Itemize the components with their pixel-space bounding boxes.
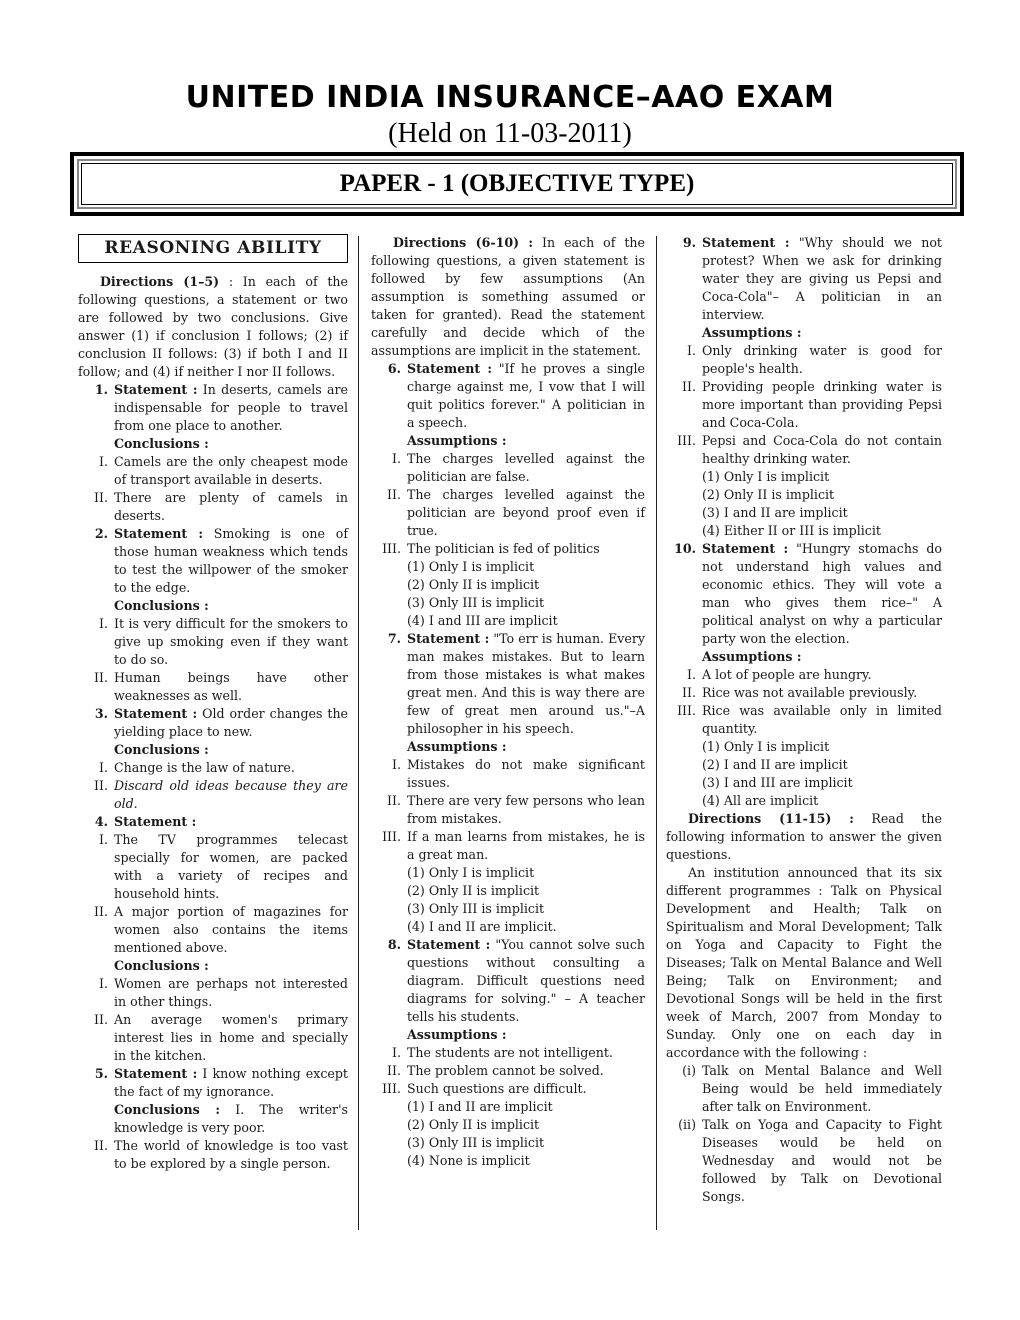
conclusion-item: [78, 489, 348, 525]
roman-numeral: I.: [687, 667, 696, 682]
directions-label: Directions (1–5): [100, 274, 220, 289]
conclusion-item: [78, 453, 348, 489]
statement-text: Smoking is one of those human weakness which tends to test the willpower of the smoker to the edge.: [114, 526, 348, 595]
assumption-item: [371, 1080, 645, 1098]
answer-option: (3) I and II are implicit: [702, 505, 848, 520]
assumption-item: [371, 1062, 645, 1080]
statement-text: "If he proves a single charge against me, I vow that I will quit politics forever." A politician in a speech.: [407, 361, 645, 430]
assumption-item: [371, 450, 645, 486]
question-number: 8.: [387, 937, 401, 952]
assumptions-label: Assumptions :: [407, 433, 507, 448]
assumption-text: The charges levelled against the politician are false.: [407, 451, 645, 484]
statement-item: [78, 831, 348, 903]
conclusions-label: Conclusions :: [114, 1102, 220, 1117]
roman-numeral: III.: [677, 703, 696, 718]
roman-numeral: III.: [382, 541, 401, 556]
assumption-text: Providing people drinking water is more important than providing Pepsi and Coca-Cola.: [702, 379, 942, 430]
assumption-text: Pepsi and Coca-Cola do not contain healthy drinking water.: [702, 433, 942, 466]
question-number: 5.: [94, 1066, 108, 1081]
answer-option: (3) Only III is implicit: [407, 901, 545, 916]
conclusion-text: Discard old ideas because they are old.: [114, 778, 348, 811]
statement-label: Statement :: [702, 541, 789, 556]
statement-label: Statement :: [114, 526, 204, 541]
roman-numeral: I.: [392, 451, 401, 466]
answer-option: (1) Only I is implicit: [702, 739, 830, 754]
statement-item: [78, 903, 348, 957]
condition-item: [666, 1116, 942, 1206]
answer-option: (2) I and II are implicit: [702, 757, 848, 772]
directions-6-10: [371, 234, 645, 360]
assumption-text: If a man learns from mistakes, he is a great man.: [407, 829, 645, 862]
question-9: [666, 234, 942, 324]
question-3: [78, 705, 348, 741]
conclusion-item: [78, 1011, 348, 1065]
roman-numeral: II.: [387, 487, 401, 502]
question-10: [666, 540, 942, 648]
statement-text: The TV programmes telecast specially for women, are packed with a variety of recipes and household hints.: [114, 832, 348, 901]
paper-title-box-inner: [77, 159, 957, 209]
conclusions-label: Conclusions :: [114, 436, 209, 451]
directions-text: In each of the following questions, a given statement is followed by few assumptions (An assumption is something assumed or taken for granted). Read the statement carefully and decide which of the assumptions are implicit in the statement.: [371, 235, 645, 358]
statement-label: Statement :: [407, 631, 490, 646]
assumption-item: [666, 378, 942, 432]
question-5: [78, 1065, 348, 1137]
assumption-text: The problem cannot be solved.: [407, 1063, 604, 1078]
column-divider-1: [358, 236, 359, 1230]
question-6: [371, 360, 645, 432]
statement-text: I know nothing except the fact of my ignorance.: [114, 1066, 348, 1099]
assumption-item: [666, 666, 942, 684]
roman-numeral: I.: [392, 757, 401, 772]
assumption-item: [371, 756, 645, 792]
paper-title-box: [70, 152, 964, 216]
directions-11-15: [666, 810, 942, 864]
exam-date: (Held on 11-03-2011): [388, 118, 632, 149]
assumption-item: [666, 432, 942, 468]
conclusion-text: Women are perhaps not interested in other things.: [114, 976, 348, 1009]
answer-option: (4) I and III are implicit: [407, 613, 558, 628]
question-7: [371, 630, 645, 738]
conclusion-text: Human beings have other weaknesses as well.: [114, 670, 348, 703]
conclusion-item: [78, 669, 348, 705]
question-number: 4.: [94, 814, 108, 829]
roman-numeral: I.: [99, 976, 108, 991]
assumption-text: A lot of people are hungry.: [702, 667, 872, 682]
assumption-item: [666, 684, 942, 702]
exam-title: UNITED INDIA INSURANCE–AAO EXAM: [185, 80, 835, 115]
roman-numeral: I.: [392, 1045, 401, 1060]
conclusions-label: Conclusions :: [114, 742, 209, 757]
question-8: [371, 936, 645, 1026]
roman-numeral: II.: [94, 904, 108, 919]
roman-numeral: II.: [682, 379, 696, 394]
question-number: 6.: [387, 361, 401, 376]
statement-text: "To err is human. Every man makes mistakes. But to learn from those mistakes is what makes great men. And this is way there are few of great men around us."–A philosopher in his speech.: [407, 631, 645, 736]
answer-option: (2) Only II is implicit: [407, 1117, 540, 1132]
roman-numeral: I.: [99, 454, 108, 469]
roman-numeral: II.: [94, 670, 108, 685]
assumption-item: [371, 486, 645, 540]
condition-number: (i): [682, 1063, 696, 1078]
statement-text: "Why should we not protest? When we ask for drinking water they are giving us Pepsi and Coca-Cola"– A politician in an interview.: [702, 235, 942, 322]
assumption-text: Mistakes do not make significant issues.: [407, 757, 645, 790]
assumption-item: [666, 702, 942, 738]
answer-option: (3) Only III is implicit: [407, 595, 545, 610]
answer-option: (1) I and II are implicit: [407, 1099, 553, 1114]
statement-label: Statement :: [702, 235, 790, 250]
conclusion-item: [78, 1137, 348, 1173]
conclusions-label: Conclusions :: [114, 598, 209, 613]
roman-numeral: II.: [94, 1012, 108, 1027]
answer-option: (2) Only II is implicit: [407, 883, 540, 898]
question-2: [78, 525, 348, 597]
statement-label: Statement :: [114, 382, 198, 397]
assumption-item: [371, 828, 645, 864]
roman-numeral: I.: [687, 343, 696, 358]
answer-option: (2) Only II is implicit: [702, 487, 835, 502]
statement-text: In deserts, camels are indispensable for people to travel from one place to another.: [114, 382, 348, 433]
paper-title-box-frame: [81, 163, 953, 205]
answer-option: (1) Only I is implicit: [407, 559, 535, 574]
assumption-item: [371, 792, 645, 828]
column-3: [666, 234, 942, 1206]
roman-numeral: I.: [99, 616, 108, 631]
question-number: 1.: [94, 382, 108, 397]
statement-label: Statement :: [114, 1066, 198, 1081]
assumptions-label: Assumptions :: [407, 1027, 507, 1042]
question-number: 9.: [682, 235, 696, 250]
condition-text: Talk on Yoga and Capacity to Fight Diseases would be held on Wednesday and would not be followed by Talk on Devotional Songs.: [702, 1117, 942, 1204]
assumptions-label: Assumptions :: [407, 739, 507, 754]
answer-option: (4) None is implicit: [407, 1153, 530, 1168]
assumption-item: [666, 342, 942, 378]
question-number: 2.: [94, 526, 108, 541]
assumptions-label: Assumptions :: [702, 649, 802, 664]
statement-label: Statement :: [114, 814, 197, 829]
conclusion-item: [78, 615, 348, 669]
roman-numeral: I.: [99, 832, 108, 847]
question-number: 10.: [674, 541, 696, 556]
conclusion-text: Change is the law of nature.: [114, 760, 295, 775]
answer-option: (3) I and III are implicit: [702, 775, 853, 790]
statement-label: Statement :: [407, 361, 492, 376]
answer-option: (4) Either II or III is implicit: [702, 523, 881, 538]
assumption-text: Such questions are difficult.: [407, 1081, 587, 1096]
answer-option: (1) Only I is implicit: [407, 865, 535, 880]
conclusion-text: I. The writer's knowledge is very poor.: [114, 1102, 348, 1135]
assumptions-label: Assumptions :: [702, 325, 802, 340]
roman-numeral: II.: [94, 1138, 108, 1153]
conclusion-text: It is very difficult for the smokers to give up smoking even if they want to do so.: [114, 616, 348, 667]
roman-numeral: II.: [387, 793, 401, 808]
directions-label: Directions (11-15) :: [688, 811, 854, 826]
statement-label: Statement :: [114, 706, 198, 721]
conclusion-item: [78, 777, 348, 813]
answer-option: (3) Only III is implicit: [407, 1135, 545, 1150]
statement-text: "You cannot solve such questions without consulting a diagram. Difficult questions need diagrams for solving." – A teacher tells his students.: [407, 937, 645, 1024]
question-1: [78, 381, 348, 435]
conclusions-label: Conclusions :: [114, 958, 209, 973]
conclusion-text: The world of knowledge is too vast to be explored by a single person.: [114, 1138, 348, 1171]
roman-numeral: II.: [94, 778, 108, 793]
conclusion-text: There are plenty of camels in deserts.: [114, 490, 348, 523]
answer-option: (4) I and II are implicit.: [407, 919, 557, 934]
conclusion-item: [78, 975, 348, 1011]
assumption-item: [371, 540, 645, 558]
conclusion-text: Camels are the only cheapest mode of transport available in deserts.: [114, 454, 348, 487]
assumption-text: Rice was available only in limited quantity.: [702, 703, 942, 736]
roman-numeral: III.: [382, 829, 401, 844]
roman-numeral: II.: [387, 1063, 401, 1078]
statement-text: A major portion of magazines for women also contains the items mentioned above.: [114, 904, 348, 955]
roman-numeral: III.: [382, 1081, 401, 1096]
statement-label: Statement :: [407, 937, 491, 952]
assumption-text: The students are not intelligent.: [407, 1045, 613, 1060]
programme-info-paragraph: An institution announced that its six different programmes : Talk on Physical Development and Health; Talk on Spiritualism and Moral Development; Talk on Yoga and Capacity to Fight the Diseases; Talk on Mental Balance and Well Being; Talk on Environment; and Devotional Songs will be held in the first week of March, 2007 from Monday to Sunday. Only one on each day in accordance with the following :: [666, 865, 942, 1060]
assumption-text: The charges levelled against the politician are beyond proof even if true.: [407, 487, 645, 538]
answer-option: (4) All are implicit: [702, 793, 819, 808]
assumption-text: Rice was not available previously.: [702, 685, 918, 700]
column-1: [78, 234, 348, 1173]
statement-text: Old order changes the yielding place to new.: [114, 706, 349, 739]
assumption-item: [371, 1044, 645, 1062]
paper-title: PAPER - 1 (OBJECTIVE TYPE): [339, 170, 695, 197]
question-4: [78, 813, 348, 831]
question-number: 3.: [94, 706, 108, 721]
conclusion-text: An average women's primary interest lies in home and specially in the kitchen.: [114, 1012, 348, 1063]
statement-text: "Hungry stomachs do not understand high values and economic ethics. They will vote a man who gives them rice–" A political analyst on why a particular party won the election.: [702, 541, 943, 646]
assumption-text: The politician is fed of politics: [407, 541, 600, 556]
assumption-text: There are very few persons who lean from mistakes.: [407, 793, 645, 826]
section-heading: REASONING ABILITY: [78, 234, 348, 263]
directions-text: Read the following information to answer the given questions.: [666, 811, 942, 862]
column-2: [371, 234, 645, 1170]
conclusion-item: [78, 759, 348, 777]
column-divider-2: [656, 236, 657, 1230]
directions-1-5: [78, 273, 348, 381]
answer-option: (1) Only I is implicit: [702, 469, 830, 484]
question-number: 7.: [387, 631, 401, 646]
roman-numeral: II.: [94, 490, 108, 505]
directions-text: : In each of the following questions, a statement or two are followed by two conclusions. Give answer (1) if conclusion I follows; (2) if conclusion II follows: (3) if both I and II follow; and (4) if neither I nor II follows.: [78, 274, 348, 379]
assumption-text: Only drinking water is good for people's health.: [702, 343, 942, 376]
condition-text: Talk on Mental Balance and Well Being would be held immediately after talk on Environment.: [702, 1063, 942, 1114]
answer-option: (2) Only II is implicit: [407, 577, 540, 592]
directions-label: Directions (6-10) :: [393, 235, 534, 250]
roman-numeral: III.: [677, 433, 696, 448]
condition-item: [666, 1062, 942, 1116]
condition-number: (ii): [678, 1117, 696, 1132]
roman-numeral: II.: [682, 685, 696, 700]
roman-numeral: I.: [99, 760, 108, 775]
